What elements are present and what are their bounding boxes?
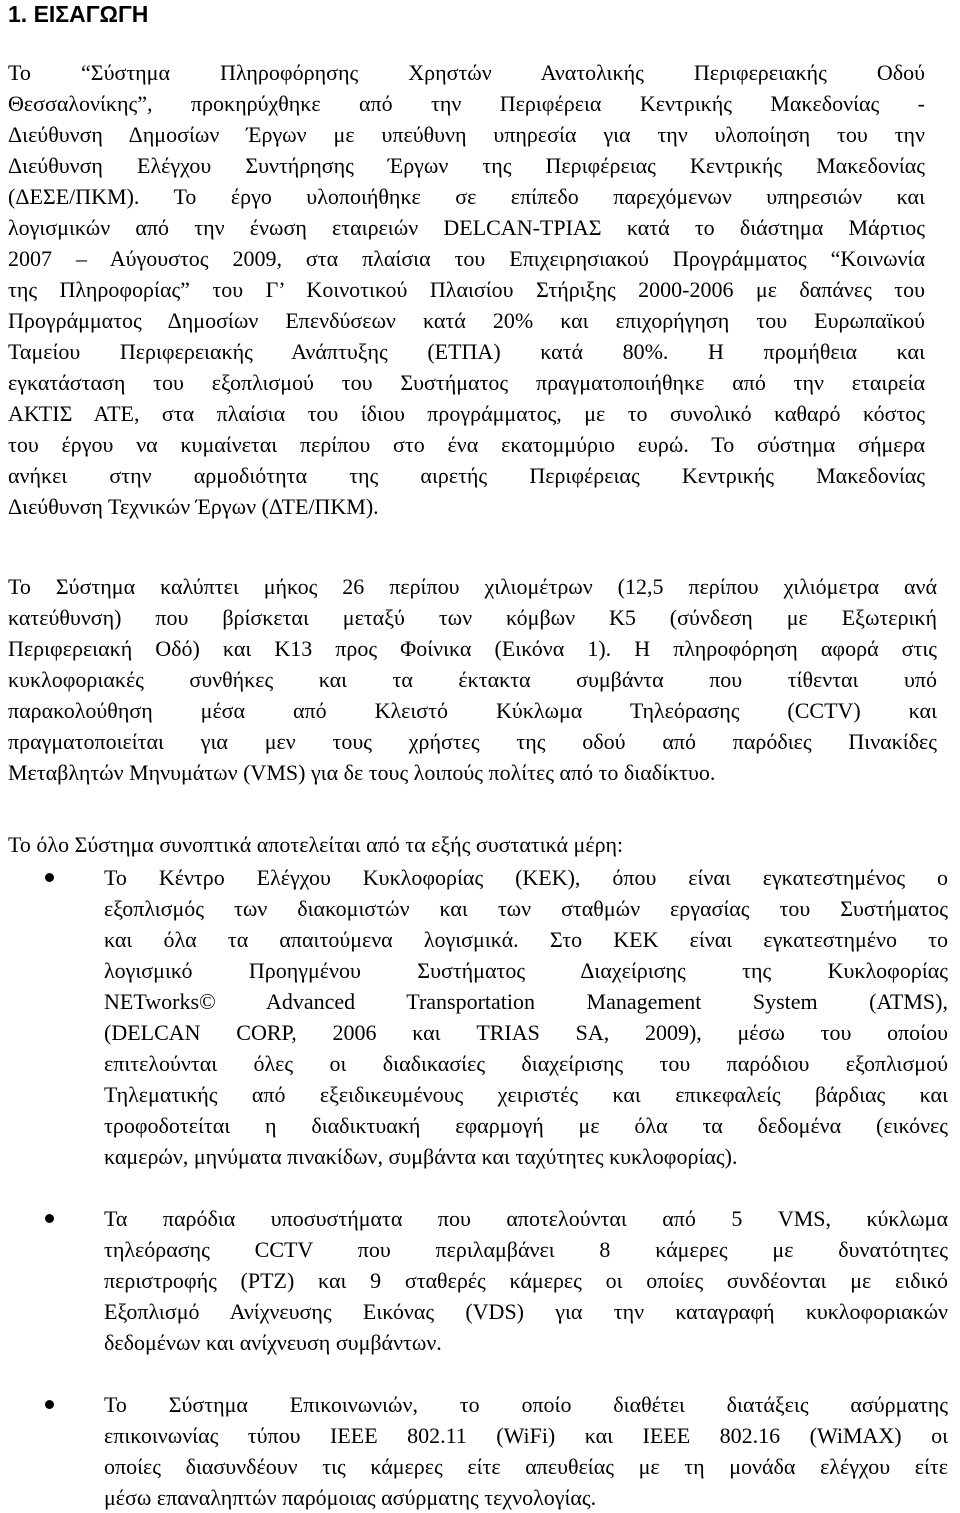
list-item (8, 1203, 948, 1358)
list-item-line: εξοπλισμός των διακομιστών και των σταθμών εργασίας του Συστήματος (104, 896, 948, 921)
list-item-line: επικοινωνίας τύπου IEEE 802.11 (WiFi) και IEEE 802.16 (WiMAX) οι (104, 1423, 948, 1448)
paragraph-line: Το Σύστημα καλύπτει μήκος 26 περίπου χιλιομέτρων (12,5 περίπου χιλιόμετρα ανά (8, 574, 937, 599)
paragraph-line: ΑΚΤΙΣ ΑΤΕ, στα πλαίσια του ίδιου προγράμματος, με το συνολικό καθαρό κόστος (8, 401, 925, 426)
paragraph-line: λογισμικών από την ένωση εταιρειών DELCAN-ΤΡΙΑΣ κατά το διάστημα Μάρτιος (8, 215, 925, 240)
list-item-line: Εξοπλισμό Ανίχνευσης Εικόνας (VDS) για την καταγραφή κυκλοφοριακών (104, 1299, 948, 1324)
list-item-line: Το Κέντρο Ελέγχου Κυκλοφορίας (ΚΕΚ), όπου είναι εγκατεστημένος ο (104, 865, 948, 890)
list-item-line: Τα παρόδια υποσυστήματα που αποτελούνται από 5 VMS, κύκλωμα (104, 1206, 948, 1231)
paragraph-line: εγκατάσταση του εξοπλισμού του Συστήματος πραγματοποιήθηκε από την εταιρεία (8, 370, 925, 395)
bullet-icon (45, 1214, 54, 1223)
paragraph-line: της Πληροφορίας” του Γ’ Κοινοτικού Πλαισίου Στήριξης 2000-2006 με δαπάνες του (8, 277, 925, 302)
paragraph-line: κατεύθυνση) που βρίσκεται μεταξύ των κόμβων Κ5 (σύνδεση με Εξωτερική (8, 605, 937, 630)
paragraph-line: (ΔΕΣΕ/ΠΚΜ). Το έργο υλοποιήθηκε σε επίπεδο παρεχόμενων υπηρεσιών και (8, 184, 925, 209)
list-item-line: Το Σύστημα Επικοινωνιών, το οποίο διαθέτει διατάξεις ασύρματης (104, 1392, 948, 1417)
list-item-line: δεδομένων και ανίχνευση συμβάντων. (104, 1330, 442, 1355)
bullet-icon (45, 1400, 54, 1409)
paragraph-line: πραγματοποιείται για μεν τους χρήστες της οδού από παρόδιες Πινακίδες (8, 729, 937, 754)
paragraph-line: Διεύθυνση Ελέγχου Συντήρησης Έργων της Περιφέρειας Κεντρικής Μακεδονίας (8, 153, 925, 178)
list-item-line: και όλα τα απαιτούμενα λογισμικά. Στο ΚΕΚ είναι εγκατεστημένο το (104, 927, 948, 952)
list-item (8, 1389, 948, 1513)
paragraph-line: 2007 – Αύγουστος 2009, στα πλαίσια του Επιχειρησιακού Προγράμματος “Κοινωνία (8, 246, 925, 271)
coverage-paragraph (8, 571, 937, 788)
intro-paragraph (8, 57, 925, 522)
list-item (8, 862, 948, 1172)
paragraph-line: του έργου να κυμαίνεται περίπου στο ένα εκατομμύριο ευρώ. Το σύστημα σήμερα (8, 432, 925, 457)
paragraph-line: Προγράμματος Δημοσίων Επενδύσεων κατά 20% και επιχορήγηση του Ευρωπαϊκού (8, 308, 925, 333)
paragraph-line: παρακολούθηση μέσα από Κλειστό Κύκλωμα Τηλεόρασης (CCTV) και (8, 698, 937, 723)
components-intro (8, 829, 937, 860)
list-item-line: τροφοδοτείται η διαδικτυακή εφαρμογή με όλα τα δεδομένα (εικόνες (104, 1113, 948, 1138)
section-heading: 1. ΕΙΣΑΓΩΓΗ (8, 1, 149, 27)
list-item-line: καμερών, μηνύματα πινακίδων, συμβάντα και ταχύτητες κυκλοφορίας). (104, 1144, 738, 1169)
list-item-line: λογισμικό Προηγμένου Συστήματος Διαχείρισης της Κυκλοφορίας (104, 958, 948, 983)
list-item-line: Τηλεματικής από εξειδικευμένους χειριστές και επικεφαλείς βάρδιας και (104, 1082, 948, 1107)
paragraph-line: Το “Σύστημα Πληροφόρησης Χρηστών Ανατολικής Περιφερειακής Οδού (8, 60, 925, 85)
components-list (8, 862, 948, 1513)
paragraph-line: ανήκει στην αρμοδιότητα της αιρετής Περιφέρειας Κεντρικής Μακεδονίας (8, 463, 925, 488)
paragraph-line: Διεύθυνση Δημοσίων Έργων με υπεύθυνη υπηρεσία για την υλοποίηση του την (8, 122, 925, 147)
paragraph-line: Θεσσαλονίκης”, προκηρύχθηκε από την Περιφέρεια Κεντρικής Μακεδονίας - (8, 91, 925, 116)
paragraph-line: κυκλοφοριακές συνθήκες και τα έκτακτα συμβάντα που τίθενται υπό (8, 667, 937, 692)
list-item-line: επιτελούνται όλες οι διαδικασίες διαχείρισης του παρόδιου εξοπλισμού (104, 1051, 948, 1076)
list-item-line: μέσω επαναληπτών παρόμοιας ασύρματης τεχνολογίας. (104, 1485, 597, 1510)
paragraph-line: Ταμείου Περιφερειακής Ανάπτυξης (ΕΤΠΑ) κατά 80%. Η προμήθεια και (8, 339, 925, 364)
list-item-line: τηλεόρασης CCTV που περιλαμβάνει 8 κάμερες με δυνατότητες (104, 1237, 948, 1262)
list-item-line: οποίες διασυνδέουν τις κάμερες είτε απευθείας με τη μονάδα ελέγχου είτε (104, 1454, 948, 1479)
bullet-icon (45, 873, 54, 882)
paragraph-line: Μεταβλητών Μηνυμάτων (VMS) για δε τους λοιπούς πολίτες από το διαδίκτυο. (8, 760, 716, 785)
list-item-line: NETworks© Advanced Transportation Management System (ATMS), (104, 989, 948, 1014)
list-item-line: (DELCAN CORP, 2006 και TRIAS SA, 2009), μέσω του οποίου (104, 1020, 948, 1045)
paragraph-line: Διεύθυνση Τεχνικών Έργων (ΔΤΕ/ΠΚΜ). (8, 494, 379, 519)
list-item-line: περιστροφής (PTZ) και 9 σταθερές κάμερες οι οποίες συνδέονται με ειδικό (104, 1268, 948, 1293)
paragraph-line: Περιφερειακή Οδό) και Κ13 προς Φοίνικα (Εικόνα 1). Η πληροφόρηση αφορά στις (8, 636, 937, 661)
paragraph-line: Το όλο Σύστημα συνοπτικά αποτελείται από τα εξής συστατικά μέρη: (8, 832, 624, 857)
